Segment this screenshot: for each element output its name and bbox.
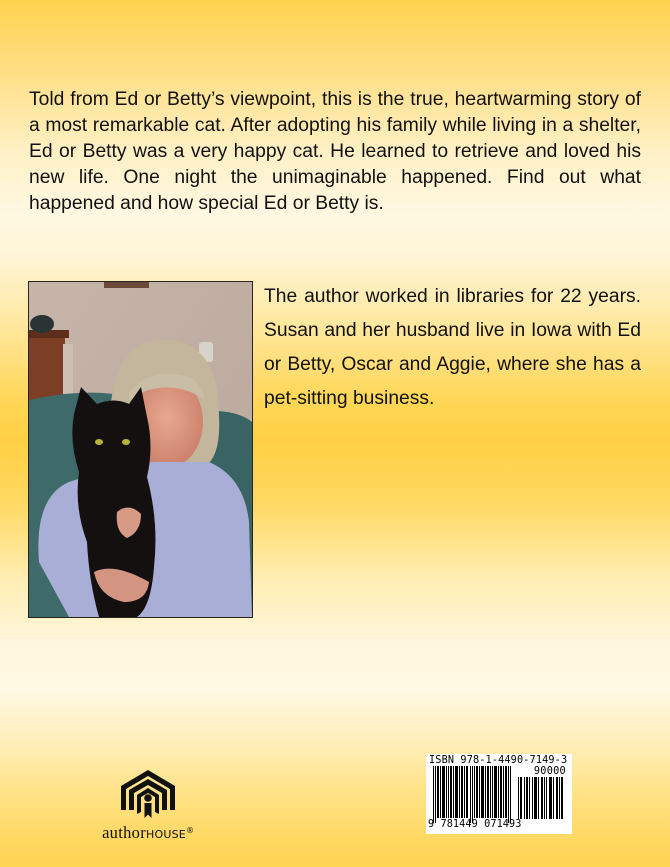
isbn-barcode: [426, 754, 572, 834]
wordmark-house: HOUSE: [146, 828, 186, 841]
authorhouse-house-logo-icon: [118, 766, 178, 820]
book-description: Told from Ed or Betty’s viewpoint, this is the true, heartwarming story of a most remarkable cat. After adopting his family while living in a shelter, Ed or Betty was a very happy cat. He learned to retrieve and loved his new life. One night the unimaginable happened. Find out what happened and how special Ed or Betty is.: [29, 89, 641, 214]
wordmark-author: author: [102, 823, 147, 842]
author-photo-illustration: [29, 282, 252, 617]
isbn-label: ISBN 978-1-4490-7149-3: [429, 755, 568, 766]
publisher-logo: [92, 766, 204, 846]
author-bio: The author worked in libraries for 22 years. Susan and her husband live in Iowa with Ed or Betty, Oscar and Aggie, where she has a pet-sitting business.: [264, 286, 641, 409]
ean-number: 9 781449 071493: [428, 819, 522, 830]
author-photo: [28, 281, 253, 618]
barcode-bars-icon: [433, 766, 511, 823]
barcode-addon-number: 90000: [533, 766, 566, 777]
barcode-addon-bars-icon: [518, 777, 564, 819]
publisher-wordmark: [92, 822, 204, 844]
registered-mark: ®: [185, 826, 194, 835]
